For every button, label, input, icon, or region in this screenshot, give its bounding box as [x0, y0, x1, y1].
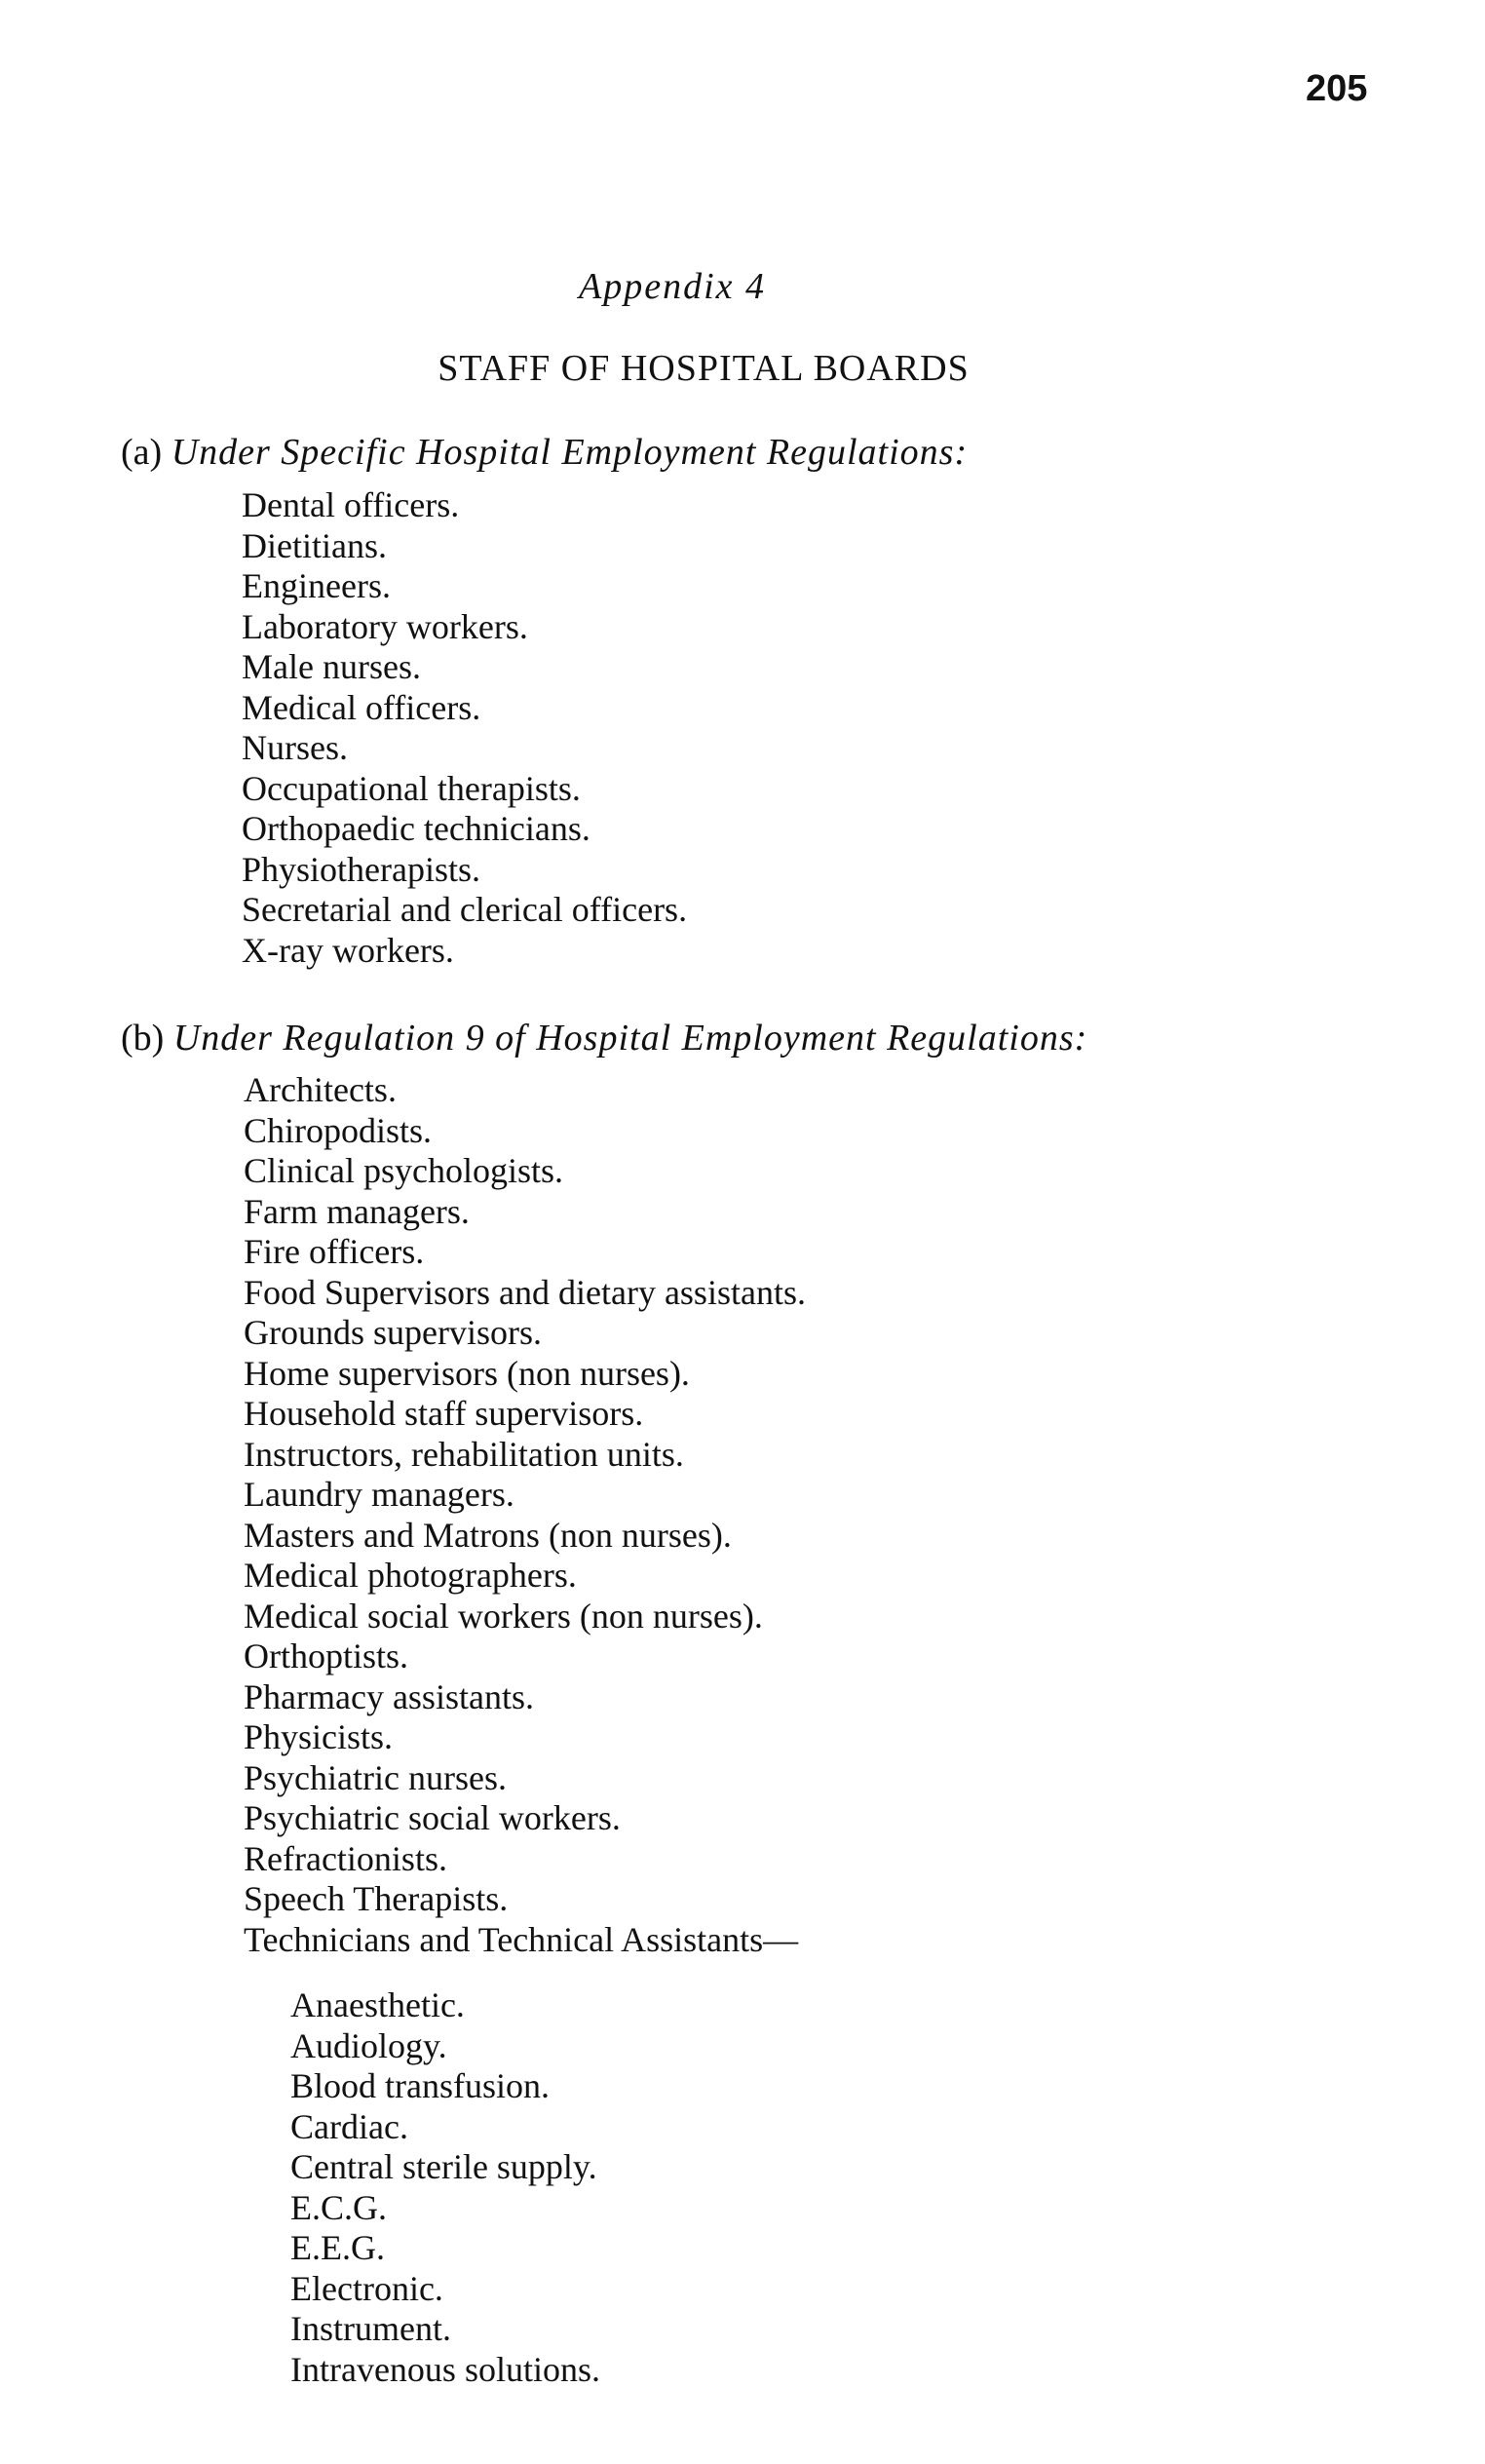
- sublist-item: Electronic.: [290, 2268, 443, 2308]
- list-item: X-ray workers.: [242, 930, 454, 970]
- list-item: Orthoptists.: [244, 1636, 409, 1675]
- sublist-item: E.C.G.: [290, 2187, 387, 2227]
- sublist-item: E.E.G.: [290, 2228, 385, 2267]
- section-b-heading: [121, 1018, 1087, 1059]
- list-item: Refractionists.: [244, 1838, 447, 1878]
- section-b-mark: (b): [121, 1018, 165, 1059]
- list-item: Occupational therapists.: [242, 768, 581, 808]
- list-item: Household staff supervisors.: [244, 1394, 644, 1433]
- list-item: Medical officers.: [242, 687, 481, 727]
- list-item: Dietitians.: [242, 525, 387, 565]
- list-item: Grounds supervisors.: [244, 1313, 542, 1352]
- main-heading: [0, 347, 1485, 390]
- list-item: Chiropodists.: [244, 1110, 433, 1150]
- list-item: Architects.: [244, 1070, 397, 1109]
- list-item: Speech Therapists.: [244, 1879, 509, 1918]
- section-a-mark: (a): [121, 432, 163, 473]
- list-item: Fire officers.: [244, 1232, 425, 1271]
- list-item: Secretarial and clerical officers.: [242, 890, 688, 929]
- list-item: Physiotherapists.: [242, 849, 481, 889]
- technician-sublist: [290, 1985, 600, 2390]
- sublist-item: Cardiac.: [290, 2106, 408, 2146]
- list-item: Instructors, rehabilitation units.: [244, 1434, 684, 1474]
- list-item: Farm managers.: [244, 1191, 470, 1231]
- list-item: Physicists.: [244, 1717, 394, 1756]
- section-a-label: Under Specific Hospital Employment Regulations:: [171, 432, 969, 473]
- appendix-title: Appendix 4: [578, 266, 766, 307]
- list-item: Dental officers.: [242, 485, 460, 524]
- section-a-heading: [121, 432, 968, 473]
- list-item: Male nurses.: [242, 647, 421, 686]
- list-item: Medical social workers (non nurses).: [244, 1596, 763, 1636]
- list-item: Pharmacy assistants.: [244, 1676, 534, 1716]
- list-item: Food Supervisors and dietary assistants.: [244, 1272, 806, 1312]
- sublist-item: Audiology.: [290, 2025, 447, 2065]
- main-heading-text: STAFF OF HOSPITAL BOARDS: [438, 348, 970, 389]
- section-a-list: [242, 485, 687, 971]
- sublist-item: Anaesthetic.: [290, 1985, 465, 2024]
- list-item: Psychiatric social workers.: [244, 1798, 621, 1837]
- page-number: 205: [1306, 68, 1368, 109]
- list-item: Masters and Matrons (non nurses).: [244, 1515, 732, 1555]
- list-item: Clinical psychologists.: [244, 1151, 563, 1190]
- sublist-item: Intravenous solutions.: [290, 2349, 600, 2389]
- list-item: Orthopaedic technicians.: [242, 809, 590, 848]
- list-item: Psychiatric nurses.: [244, 1757, 507, 1797]
- list-item: Home supervisors (non nurses).: [244, 1353, 690, 1393]
- sublist-item: Instrument.: [290, 2309, 451, 2348]
- sublist-item: Central sterile supply.: [290, 2147, 597, 2186]
- sublist-item: Blood transfusion.: [290, 2066, 550, 2105]
- list-item: Medical photographers.: [244, 1556, 577, 1595]
- list-item: Engineers.: [242, 566, 391, 605]
- section-b-label: Under Regulation 9 of Hospital Employment Regulations:: [172, 1018, 1088, 1059]
- list-item: Laboratory workers.: [242, 606, 528, 646]
- list-item: Laundry managers.: [244, 1475, 514, 1514]
- list-item: Technicians and Technical Assistants—: [244, 1919, 799, 1959]
- section-b-list: [244, 1070, 806, 1960]
- list-item: Nurses.: [242, 728, 348, 767]
